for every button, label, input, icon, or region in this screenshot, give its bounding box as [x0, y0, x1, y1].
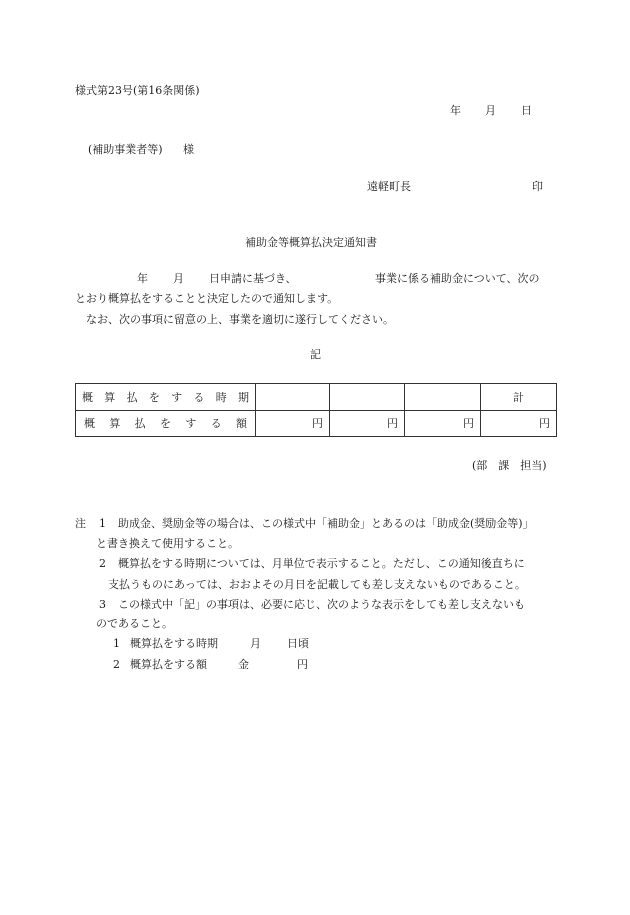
- example-1-day: 日頃: [287, 637, 309, 650]
- note-3-number: 3: [99, 598, 106, 611]
- issuer-title: 遠軽町長: [367, 180, 411, 193]
- note-1-line1: 助成金、奨励金等の場合は、この様式中「補助金」とあるのは「助成金(奨励金等)」: [118, 517, 534, 530]
- note-2-number: 2: [99, 557, 106, 570]
- timing-label: 概算払をする時期: [76, 384, 256, 411]
- amount-total[interactable]: 円: [481, 410, 557, 437]
- table-row: [76, 410, 557, 437]
- ki-heading: 記: [310, 348, 321, 361]
- example-1-label: 概算払をする時期: [130, 637, 218, 650]
- body-line1-tail: 事業に係る補助金について、次の: [375, 272, 540, 285]
- timing-cell-1[interactable]: [256, 384, 330, 411]
- example-2-label: 概算払をする額: [130, 658, 207, 671]
- note-1-number: 1: [99, 517, 106, 530]
- body-year: 年: [137, 272, 148, 285]
- recipient-name: (補助事業者等): [88, 143, 163, 156]
- payment-table: [75, 383, 557, 437]
- amount-label: 概算払をする額: [76, 410, 256, 437]
- note-3-line1: この様式中「記」の事項は、必要に応じ、次のような表示をしても差し支えないも: [118, 598, 525, 611]
- example-1-month: 月: [250, 637, 261, 650]
- example-2-kin: 金: [238, 658, 249, 671]
- amount-cell-2[interactable]: 円: [330, 410, 405, 437]
- total-header: 計: [481, 384, 557, 411]
- date-month: 月: [485, 104, 496, 117]
- seal-mark: 印: [532, 180, 543, 193]
- table-row: [76, 384, 557, 411]
- amount-cell-1[interactable]: 円: [256, 410, 330, 437]
- form-number: 様式第23号(第16条関係): [75, 84, 200, 97]
- document-title: 補助金等概算払決定通知書: [245, 236, 377, 249]
- amount-cell-3[interactable]: 円: [405, 410, 481, 437]
- note-2-line2: 支払うものにあっては、おおよその月日を記載しても差し支えないものであること。: [108, 578, 526, 591]
- example-2-yen: 円: [297, 658, 308, 671]
- date-year: 年: [450, 104, 461, 117]
- notes-prefix: 注: [75, 517, 86, 530]
- timing-cell-2[interactable]: [330, 384, 405, 411]
- example-2-number: 2: [113, 658, 120, 671]
- department-line: (部 課 担当): [472, 459, 547, 472]
- body-line3: なお、次の事項に留意の上、事業を適切に遂行してください。: [86, 313, 394, 326]
- date-day: 日: [521, 104, 532, 117]
- body-month: 月: [173, 272, 184, 285]
- note-1-line2: と書き換えて使用すること。: [96, 537, 239, 550]
- example-1-number: 1: [113, 637, 120, 650]
- timing-cell-3[interactable]: [405, 384, 481, 411]
- body-day-text: 日申請に基づき、: [209, 272, 297, 285]
- note-2-line1: 概算払をする時期については、月単位で表示すること。ただし、この通知後直ちに: [118, 557, 525, 570]
- note-3-line2: のであること。: [96, 617, 173, 630]
- body-line2: とおり概算払をすることと決定したので通知します。: [75, 292, 339, 305]
- recipient-honorific: 様: [183, 143, 194, 156]
